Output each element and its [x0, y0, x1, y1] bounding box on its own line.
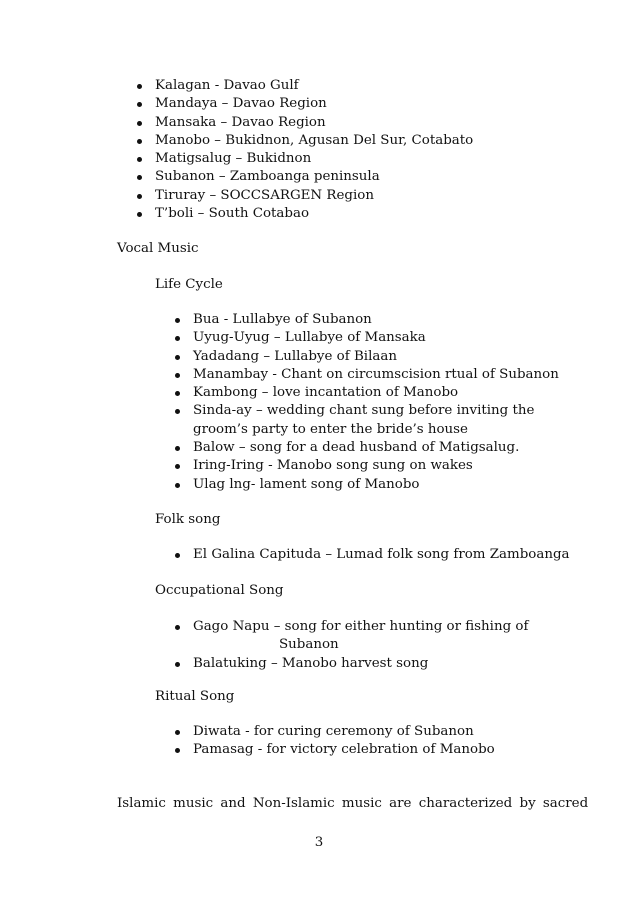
list-item: Mandaya – Davao Region	[155, 95, 473, 113]
occupational-song-heading: Occupational Song	[155, 583, 284, 598]
bullet-icon	[175, 391, 180, 396]
bullet-icon	[175, 373, 180, 378]
occupational-song-list	[193, 618, 528, 673]
list-item: Kalagan - Davao Gulf	[155, 77, 473, 95]
bullet-icon	[175, 355, 180, 360]
page-number: 3	[314, 835, 324, 850]
list-item: Uyug-Uyug – Lullabye of Mansaka	[193, 329, 559, 347]
list-item: Manobo – Bukidnon, Agusan Del Sur, Cotabato	[155, 132, 473, 150]
bullet-icon	[137, 212, 142, 217]
list-item: Yadadang – Lullabye of Bilaan	[193, 348, 559, 366]
list-item: Pamasag - for victory celebration of Manobo	[193, 741, 495, 759]
bullet-icon	[137, 175, 142, 180]
list-item: Kambong – love incantation of Manobo	[193, 384, 559, 402]
list-item: Tiruray – SOCCSARGEN Region	[155, 187, 473, 205]
list-item: Mansaka – Davao Region	[155, 114, 473, 132]
bullet-icon	[175, 730, 180, 735]
list-item: Balow – song for a dead husband of Matigsalug.	[193, 439, 559, 457]
bullet-icon	[175, 662, 180, 667]
list-item: Gago Napu – song for either hunting or fishing of Subanon	[193, 618, 528, 655]
list-item: Balatuking – Manobo harvest song	[193, 655, 528, 673]
bullet-icon	[137, 121, 142, 126]
list-item: Iring-Iring - Manobo song sung on wakes	[193, 457, 559, 475]
bullet-icon	[175, 464, 180, 469]
bullet-icon	[137, 194, 142, 199]
bullet-icon	[175, 625, 180, 630]
ethnic-groups-list	[155, 77, 473, 223]
list-item: Matigsalug – Bukidnon	[155, 150, 473, 168]
bullet-icon	[137, 84, 142, 89]
list-item: T’boli – South Cotabao	[155, 205, 473, 223]
life-cycle-list	[193, 311, 559, 494]
bullet-icon	[175, 553, 180, 558]
life-cycle-heading: Life Cycle	[155, 277, 223, 292]
bullet-icon	[137, 139, 142, 144]
bullet-icon	[137, 102, 142, 107]
list-item: El Galina Capituda – Lumad folk song from Zamboanga	[193, 546, 570, 564]
bullet-icon	[175, 483, 180, 488]
list-item: Sinda-ay – wedding chant sung before inviting the groom’s party to enter the bride’s house	[193, 402, 559, 439]
ritual-song-list	[193, 723, 495, 760]
bullet-icon	[137, 157, 142, 162]
list-item: Ulag lng- lament song of Manobo	[193, 476, 559, 494]
folk-song-list	[193, 546, 570, 564]
folk-song-heading: Folk song	[155, 512, 221, 527]
list-item: Bua - Lullabye of Subanon	[193, 311, 559, 329]
list-item: Subanon – Zamboanga peninsula	[155, 168, 473, 186]
list-item: Manambay - Chant on circumscision rtual of Subanon	[193, 366, 559, 384]
vocal-music-heading: Vocal Music	[117, 241, 199, 256]
bullet-icon	[175, 336, 180, 341]
closing-paragraph: Islamic music and Non-Islamic music are characterized by sacred	[117, 796, 589, 811]
bullet-icon	[175, 318, 180, 323]
ritual-song-heading: Ritual Song	[155, 689, 235, 704]
list-item: Diwata - for curing ceremony of Subanon	[193, 723, 495, 741]
bullet-icon	[175, 409, 180, 414]
bullet-icon	[175, 446, 180, 451]
bullet-icon	[175, 748, 180, 753]
